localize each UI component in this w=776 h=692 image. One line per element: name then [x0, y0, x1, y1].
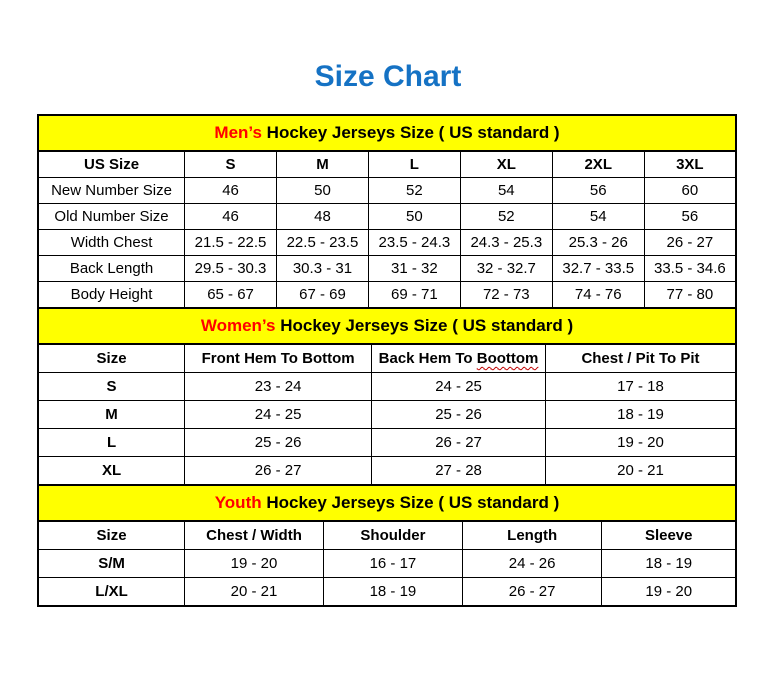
- mens-value-cell: 26 - 27: [644, 230, 736, 256]
- youth-value-cell: 26 - 27: [462, 578, 602, 607]
- mens-value-cell: 52: [368, 178, 460, 204]
- mens-value-cell: 33.5 - 34.6: [644, 256, 736, 282]
- mens-column-header: L: [368, 151, 460, 178]
- mens-value-cell: 60: [644, 178, 736, 204]
- mens-column-header: S: [185, 151, 277, 178]
- mens-column-header: US Size: [38, 151, 185, 178]
- mens-size-table: [37, 114, 737, 309]
- mens-header-row: [38, 151, 736, 178]
- youth-value-cell: 20 - 21: [185, 578, 324, 607]
- womens-column-header: Front Hem To Bottom: [185, 344, 372, 373]
- mens-value-cell: 65 - 67: [185, 282, 277, 309]
- mens-value-cell: 74 - 76: [552, 282, 644, 309]
- womens-heading-highlight: Women’s: [200, 316, 276, 335]
- mens-value-cell: 54: [460, 178, 552, 204]
- youth-size-table: [37, 484, 737, 607]
- mens-value-cell: 56: [644, 204, 736, 230]
- mens-column-header: 2XL: [552, 151, 644, 178]
- youth-row-label: L/XL: [38, 578, 185, 607]
- youth-table-row: [38, 578, 736, 607]
- mens-value-cell: 32 - 32.7: [460, 256, 552, 282]
- youth-value-cell: 19 - 20: [185, 550, 324, 578]
- womens-row-label: S: [38, 373, 185, 401]
- womens-value-cell: 25 - 26: [372, 401, 546, 429]
- mens-column-header: 3XL: [644, 151, 736, 178]
- mens-value-cell: 54: [552, 204, 644, 230]
- womens-value-cell: 18 - 19: [545, 401, 736, 429]
- womens-heading-text: Hockey Jerseys Size ( US standard ): [275, 316, 574, 335]
- womens-value-cell: 24 - 25: [372, 373, 546, 401]
- womens-column-header: Back Hem To Boottom: [372, 344, 546, 373]
- youth-column-header: Size: [38, 521, 185, 550]
- youth-heading-row: [38, 485, 736, 521]
- mens-heading-row: [38, 115, 736, 151]
- mens-value-cell: 23.5 - 24.3: [368, 230, 460, 256]
- page-title: Size Chart: [314, 60, 462, 93]
- mens-value-cell: 48: [277, 204, 369, 230]
- youth-column-header: Sleeve: [602, 521, 736, 550]
- mens-column-header: M: [277, 151, 369, 178]
- womens-table-row: [38, 401, 736, 429]
- womens-column-header: Size: [38, 344, 185, 373]
- youth-table-row: [38, 550, 736, 578]
- mens-value-cell: 46: [185, 204, 277, 230]
- youth-heading-text: Hockey Jerseys Size ( US standard ): [261, 493, 560, 512]
- misspelled-word: Boottom: [476, 350, 539, 367]
- mens-column-header: XL: [460, 151, 552, 178]
- youth-value-cell: 18 - 19: [323, 578, 462, 607]
- mens-value-cell: 77 - 80: [644, 282, 736, 309]
- youth-value-cell: 19 - 20: [602, 578, 736, 607]
- mens-table-row: [38, 282, 736, 309]
- mens-row-label: Back Length: [38, 256, 185, 282]
- mens-table-heading: [38, 115, 736, 151]
- womens-row-label: M: [38, 401, 185, 429]
- womens-row-label: XL: [38, 457, 185, 486]
- youth-column-header: Chest / Width: [185, 521, 324, 550]
- youth-value-cell: 24 - 26: [462, 550, 602, 578]
- mens-value-cell: 52: [460, 204, 552, 230]
- mens-heading-highlight: Men’s: [214, 123, 262, 142]
- womens-size-table: [37, 307, 737, 486]
- youth-value-cell: 18 - 19: [602, 550, 736, 578]
- mens-value-cell: 21.5 - 22.5: [185, 230, 277, 256]
- mens-heading-text: Hockey Jerseys Size ( US standard ): [261, 123, 560, 142]
- youth-table-heading: [38, 485, 736, 521]
- mens-value-cell: 31 - 32: [368, 256, 460, 282]
- womens-value-cell: 23 - 24: [185, 373, 372, 401]
- youth-value-cell: 16 - 17: [323, 550, 462, 578]
- mens-value-cell: 30.3 - 31: [277, 256, 369, 282]
- youth-heading-highlight: Youth: [214, 493, 262, 512]
- mens-value-cell: 72 - 73: [460, 282, 552, 309]
- womens-value-cell: 25 - 26: [185, 429, 372, 457]
- size-chart-page: [0, 60, 776, 692]
- womens-column-header: Chest / Pit To Pit: [545, 344, 736, 373]
- mens-row-label: Old Number Size: [38, 204, 185, 230]
- mens-value-cell: 69 - 71: [368, 282, 460, 309]
- womens-header-row: [38, 344, 736, 373]
- womens-heading-row: [38, 308, 736, 344]
- mens-table-row: [38, 204, 736, 230]
- mens-value-cell: 56: [552, 178, 644, 204]
- mens-value-cell: 32.7 - 33.5: [552, 256, 644, 282]
- youth-column-header: Length: [462, 521, 602, 550]
- youth-row-label: S/M: [38, 550, 185, 578]
- womens-value-cell: 20 - 21: [545, 457, 736, 486]
- womens-value-cell: 24 - 25: [185, 401, 372, 429]
- mens-table-row: [38, 256, 736, 282]
- mens-value-cell: 29.5 - 30.3: [185, 256, 277, 282]
- size-tables: [37, 114, 737, 607]
- mens-row-label: New Number Size: [38, 178, 185, 204]
- womens-value-cell: 19 - 20: [545, 429, 736, 457]
- womens-table-row: [38, 373, 736, 401]
- womens-table-row: [38, 429, 736, 457]
- womens-value-cell: 17 - 18: [545, 373, 736, 401]
- womens-value-cell: 26 - 27: [372, 429, 546, 457]
- youth-header-row: [38, 521, 736, 550]
- womens-row-label: L: [38, 429, 185, 457]
- mens-value-cell: 22.5 - 23.5: [277, 230, 369, 256]
- mens-value-cell: 24.3 - 25.3: [460, 230, 552, 256]
- mens-value-cell: 46: [185, 178, 277, 204]
- womens-value-cell: 26 - 27: [185, 457, 372, 486]
- mens-row-label: Width Chest: [38, 230, 185, 256]
- mens-value-cell: 67 - 69: [277, 282, 369, 309]
- mens-table-row: [38, 230, 736, 256]
- mens-row-label: Body Height: [38, 282, 185, 309]
- womens-table-row: [38, 457, 736, 486]
- mens-value-cell: 50: [277, 178, 369, 204]
- mens-table-row: [38, 178, 736, 204]
- womens-table-heading: [38, 308, 736, 344]
- youth-column-header: Shoulder: [323, 521, 462, 550]
- womens-value-cell: 27 - 28: [372, 457, 546, 486]
- mens-value-cell: 25.3 - 26: [552, 230, 644, 256]
- mens-value-cell: 50: [368, 204, 460, 230]
